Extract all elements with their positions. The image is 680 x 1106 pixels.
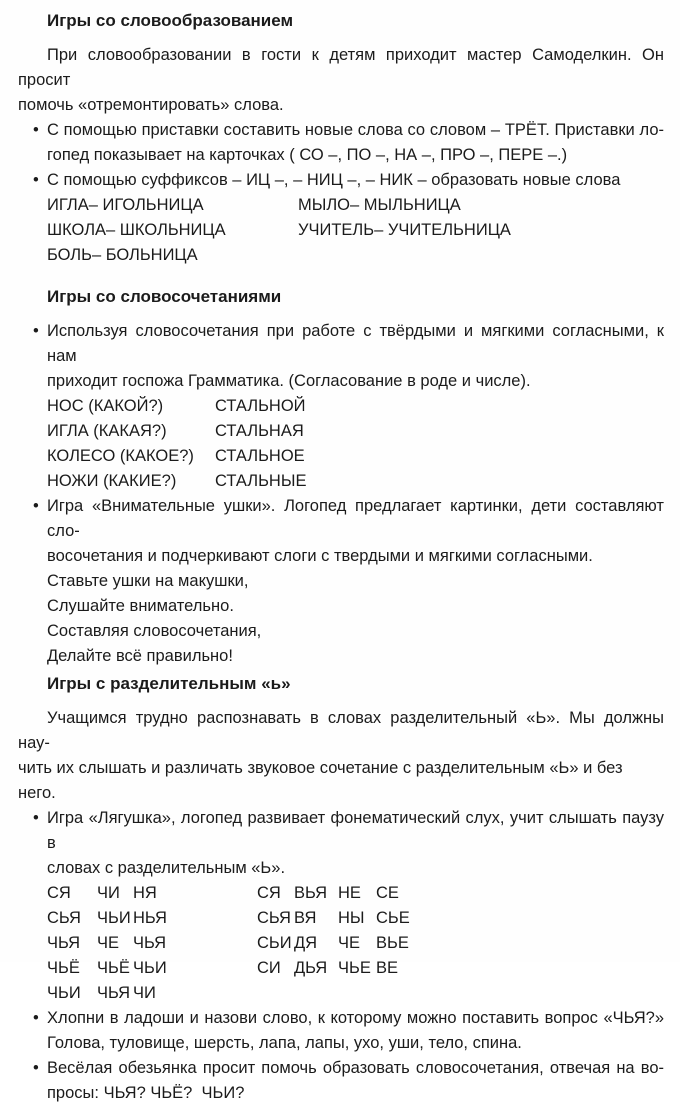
table-row: [47, 193, 664, 218]
table-row: [47, 218, 664, 243]
bullet-icon: •: [33, 1059, 39, 1077]
bullet-icon: •: [33, 497, 39, 515]
syllable-cell: СЬЕ: [376, 909, 410, 927]
syllable-cell: СЯ: [257, 884, 281, 902]
syllable-cell: СЕ: [376, 884, 399, 902]
bullet-item-attentive-ears: [18, 494, 669, 669]
syllable-row: [47, 956, 664, 981]
section-word-formation: [18, 8, 669, 268]
answer-cell: СТАЛЬНЫЕ: [215, 472, 307, 490]
bullet-line: гопед показывает на карточках ( СО –, ПО –, НА –, ПРО –, ПЕРЕ –.): [47, 146, 568, 164]
syllable-cell: ЧЬИ: [133, 959, 167, 977]
bullet-line: Используя словосочетания при работе с твёрдыми и мягкими согласными, к нам: [47, 322, 669, 365]
pair-cell: МЫЛО– МЫЛЬНИЦА: [298, 196, 461, 214]
paragraph-line: чить их слышать и различать звуковое сочетание с разделительным «Ь» и без него.: [18, 759, 628, 802]
bullet-item-clap-game: [18, 1006, 664, 1056]
heading-word-combinations: Игры со словосочетаниями: [47, 287, 282, 306]
bullet-item-grammar: [18, 319, 669, 494]
table-row: [47, 419, 664, 444]
syllable-row: [47, 881, 664, 906]
bullet-line: С помощью приставки составить новые слова со словом – ТРЁТ. Приставки ло-: [47, 121, 664, 139]
bullet-icon: •: [33, 171, 39, 189]
syllable-cell: ДЯ: [294, 934, 318, 952]
bullet-line: восочетания и подчеркивают слоги с твердыми и мягкими согласными.: [47, 547, 593, 565]
syllable-cell: СЬЯ: [257, 909, 291, 927]
poem-line: Ставьте ушки на макушки,: [47, 572, 249, 590]
section-soft-sign: [18, 671, 669, 1106]
bullet-line: приходит госпожа Грамматика. (Согласование в роде и числе).: [47, 372, 531, 390]
intro-paragraph: [18, 43, 669, 118]
syllable-cell: СЯ: [47, 884, 71, 902]
syllable-cell: ВЬЯ: [294, 884, 328, 902]
syllable-cell: ЧЬЕ: [338, 959, 371, 977]
agreement-table: [47, 394, 664, 494]
poem-line: Составляя словосочетания,: [47, 622, 262, 640]
paragraph-line: Учащимся трудно распознавать в словах разделительный «Ь». Мы должны нау-: [18, 709, 669, 752]
syllable-cell: ЧЕ: [97, 934, 120, 952]
answer-cell: СТАЛЬНОЕ: [215, 447, 305, 465]
bullet-line: Хлопни в ладоши и назови слово, к которому можно поставить вопрос «ЧЬЯ?»: [47, 1009, 664, 1027]
syllable-cell: ВЬЕ: [376, 934, 409, 952]
bullet-item-suffixes: [18, 168, 664, 268]
syllable-row: [47, 906, 664, 931]
word-pairs-table: [47, 193, 664, 268]
poem-line: Слушайте внимательно.: [47, 597, 234, 615]
syllable-cell: ЧИ: [133, 984, 156, 1002]
syllable-cell: ВЕ: [376, 959, 399, 977]
paragraph-line: При словообразовании в гости к детям приходит мастер Самоделкин. Он просит: [18, 46, 669, 89]
bullet-line: Игра «Лягушка», логопед развивает фонематический слух, учит слышать паузу в: [47, 809, 669, 852]
syllable-cell: ДЬЯ: [294, 959, 328, 977]
bullet-icon: •: [33, 121, 39, 139]
syllable-cell: СИ: [257, 959, 281, 977]
syllable-cell: НЬЯ: [133, 909, 167, 927]
syllable-cell: НЫ: [338, 909, 365, 927]
table-row: [47, 444, 664, 469]
bullet-line: Весёлая обезьянка просит помочь образовать словосочетания, отвечая на во-: [47, 1059, 664, 1077]
bullet-line: Голова, туловище, шерсть, лапа, лапы, ухо, уши, тело, спина.: [47, 1034, 522, 1052]
answer-cell: СТАЛЬНОЙ: [215, 397, 306, 415]
question-cell: ИГЛА (КАКАЯ?): [47, 422, 167, 440]
syllable-cell: ВЯ: [294, 909, 317, 927]
pair-cell: ШКОЛА– ШКОЛЬНИЦА: [47, 221, 226, 239]
pair-cell: ИГЛА– ИГОЛЬНИЦА: [47, 196, 204, 214]
bullet-line: Игра «Внимательные ушки». Логопед предлагает картинки, дети составляют сло-: [47, 497, 669, 540]
syllable-cell: ЧЕ: [338, 934, 361, 952]
syllable-row: [47, 931, 664, 956]
intro-paragraph: [18, 706, 669, 806]
syllable-row: [47, 981, 664, 1006]
poem: [47, 569, 664, 669]
syllable-cell: ЧЬЁ: [47, 959, 80, 977]
bullet-item-monkey-game: [18, 1056, 664, 1106]
answer-cell: СТАЛЬНАЯ: [215, 422, 304, 440]
syllable-cell: ЧЬЁ: [97, 959, 130, 977]
syllable-cell: ЧЬЯ: [47, 934, 80, 952]
bullet-line: просы: ЧЬЯ? ЧЬЁ? ЧЬИ?: [47, 1084, 245, 1102]
syllable-cell: НЯ: [133, 884, 157, 902]
poem-line: Делайте всё правильно!: [47, 647, 233, 665]
bullet-icon: •: [33, 809, 39, 827]
syllable-cell: ЧЬИ: [47, 984, 81, 1002]
bullet-icon: •: [33, 1009, 39, 1027]
syllable-cell: ЧЬЯ: [97, 984, 130, 1002]
syllable-cell: ЧЬИ: [97, 909, 131, 927]
section-word-combinations: [18, 284, 669, 669]
bullet-line: С помощью суффиксов – ИЦ –, – НИЦ –, – НИК – образовать новые слова: [47, 171, 621, 189]
heading-word-formation: Игры со словообразованием: [47, 11, 294, 30]
paragraph-line: помочь «отремонтировать» слова.: [18, 96, 284, 114]
question-cell: НОС (КАКОЙ?): [47, 397, 164, 415]
bullet-item-prefixes: [18, 118, 664, 168]
syllable-cell: ЧЬЯ: [133, 934, 166, 952]
bullet-icon: •: [33, 322, 39, 340]
bullet-line: словах с разделительным «Ь».: [47, 859, 286, 877]
table-row: [47, 243, 664, 268]
bullet-item-frog-game: [18, 806, 669, 1006]
syllable-table: [47, 881, 664, 1006]
syllable-cell: НЕ: [338, 884, 361, 902]
syllable-cell: СЬЯ: [47, 909, 81, 927]
question-cell: КОЛЕСО (КАКОЕ?): [47, 447, 194, 465]
syllable-cell: ЧИ: [97, 884, 120, 902]
table-row: [47, 469, 664, 494]
pair-cell: БОЛЬ– БОЛЬНИЦА: [47, 246, 198, 264]
heading-soft-sign: Игры с разделительным «ь»: [47, 674, 291, 693]
question-cell: НОЖИ (КАКИЕ?): [47, 472, 177, 490]
syllable-cell: СЬИ: [257, 934, 292, 952]
table-row: [47, 394, 664, 419]
pair-cell: УЧИТЕЛЬ– УЧИТЕЛЬНИЦА: [298, 221, 511, 239]
